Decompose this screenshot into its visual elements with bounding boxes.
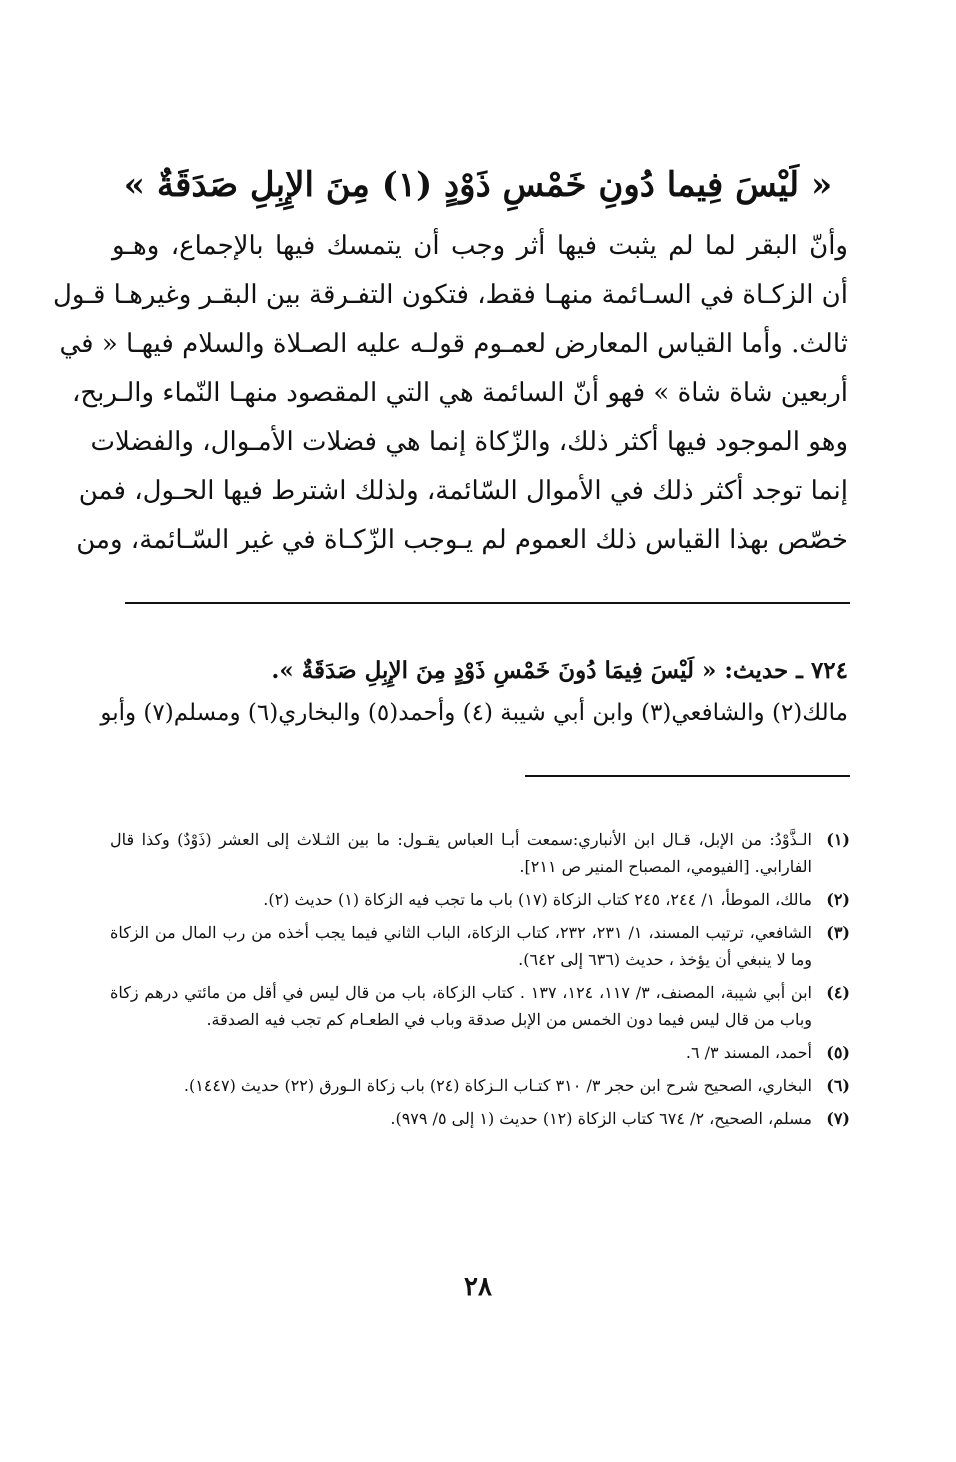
body-line: ثالث. وأما القياس المعارض لعمـوم قولـه عليه الصـلاة والسلام فيهـا « في bbox=[59, 329, 848, 359]
footnote-item bbox=[110, 1072, 850, 1099]
footnote-text: مالك، الموطأ، ١/ ٢٤٤، ٢٤٥ كتاب الزكاة (١٧) باب ما تجب فيه الزكاة (١) حديث (٢). bbox=[263, 890, 812, 909]
footnote-divider bbox=[525, 775, 850, 777]
takhrij-sources: مالك(٢) والشافعي(٣) وابن أبي شيبة (٤) وأحمد(٥) والبخاري(٦) ومسلم(٧) وأبو bbox=[100, 700, 848, 726]
footnote-text: الشافعي، ترتيب المسند، ١/ ٢٣١، ٢٣٢، كتاب الزكاة، الباب الثاني فيما يجب أخذه من رب المال من الزكاة وما لا ينبغي أن يؤخذ ، حديث (٦٣٦ إلى ٦٤٢). bbox=[110, 923, 812, 969]
body-line: إنما توجد أكثر ذلك في الأموال السّائمة، ولذلك اشترط فيها الحـول، فمن bbox=[78, 476, 848, 506]
body-line: أن الزكـاة في السـائمة منهـا فقط، فتكون التفـرقة بين البقـر وغيرهـا قـول bbox=[53, 280, 848, 310]
footnote-number: (٧) bbox=[826, 1109, 850, 1128]
footnote-text: ابن أبي شيبة، المصنف، ٣/ ١١٧، ١٢٤، ١٣٧ . كتاب الزكاة، باب من قال ليس في أقل من مائتي درهم زكاة وباب من قال ليس فيما دون الخمس من الإبل صدقة وباب في الطعـام كم تجب فيه الصدقة. bbox=[110, 983, 813, 1029]
footnote-number: (١) bbox=[826, 830, 850, 849]
footnote-item bbox=[110, 1105, 850, 1132]
footnote-item bbox=[110, 979, 850, 1033]
footnote-text: أحمد، المسند ٣/ ٦. bbox=[685, 1043, 812, 1062]
footnote-item bbox=[110, 886, 850, 913]
footnote-number: (٥) bbox=[826, 1043, 850, 1062]
body-line: أربعين شاة شاة » فهو أنّ السائمة هي التي المقصود منهـا النّماء والـربح، bbox=[71, 378, 848, 408]
body-paragraph bbox=[53, 222, 848, 565]
takhrij-heading: ٧٢٤ ـ حديث: « لَيْسَ فِيمَا دُونَ خَمْسِ ذَوْدٍ مِنَ الإِبِلِ صَدَقَةٌ ». bbox=[271, 657, 848, 684]
hadith-title: « لَيْسَ فِيما دُونِ خَمْسِ ذَوْدٍ (١) مِنَ الإِبِلِ صَدَقَةٌ » bbox=[123, 165, 833, 205]
body-line: وهو الموجود فيها أكثر ذلك، والزّكاة إنما هي فضلات الأمـوال، والفضلات bbox=[90, 427, 848, 457]
footnote-number: (٦) bbox=[826, 1076, 850, 1095]
footnote-item bbox=[110, 1039, 850, 1066]
footnote-number: (٤) bbox=[826, 983, 850, 1002]
footnote-text: مسلم، الصحيح، ٢/ ٦٧٤ كتاب الزكاة (١٢) حديث (١ إلى ٥/ ٩٧٩). bbox=[390, 1109, 812, 1128]
footnote-item bbox=[110, 919, 850, 973]
page-number: ٢٨ bbox=[464, 1272, 492, 1302]
footnote-text: البخاري، الصحيح شرح ابن حجر ٣/ ٣١٠ كتـاب الـزكاة (٢٤) باب زكاة الـورق (٢٢) حديث (١٤٤٧). bbox=[183, 1076, 812, 1095]
takhrij-section bbox=[100, 650, 848, 734]
footnote-number: (٢) bbox=[826, 890, 850, 909]
footnotes bbox=[110, 826, 850, 1138]
footnote-item bbox=[110, 826, 850, 880]
body-line: خصّص بهذا القياس ذلك العموم لم يـوجب الزّكـاة في غير السّـائمة، ومن bbox=[76, 525, 848, 555]
body-line: وأنّ البقر لما لم يثبت فيها أثر وجب أن يتمسك فيها بالإجماع، وهـو bbox=[112, 231, 848, 261]
footnote-number: (٣) bbox=[826, 923, 850, 942]
footnote-text: الـذَّوْدُ: من الإبل، قـال ابن الأنباري:سمعت أبـا العباس يقـول: ما بين الثـلاث إلى العشر (ذَوْدٌ) وكذا قال الفارابي. [الفيومي، المصباح المنير ص ٢١١]. bbox=[110, 830, 812, 876]
section-divider bbox=[125, 602, 850, 604]
